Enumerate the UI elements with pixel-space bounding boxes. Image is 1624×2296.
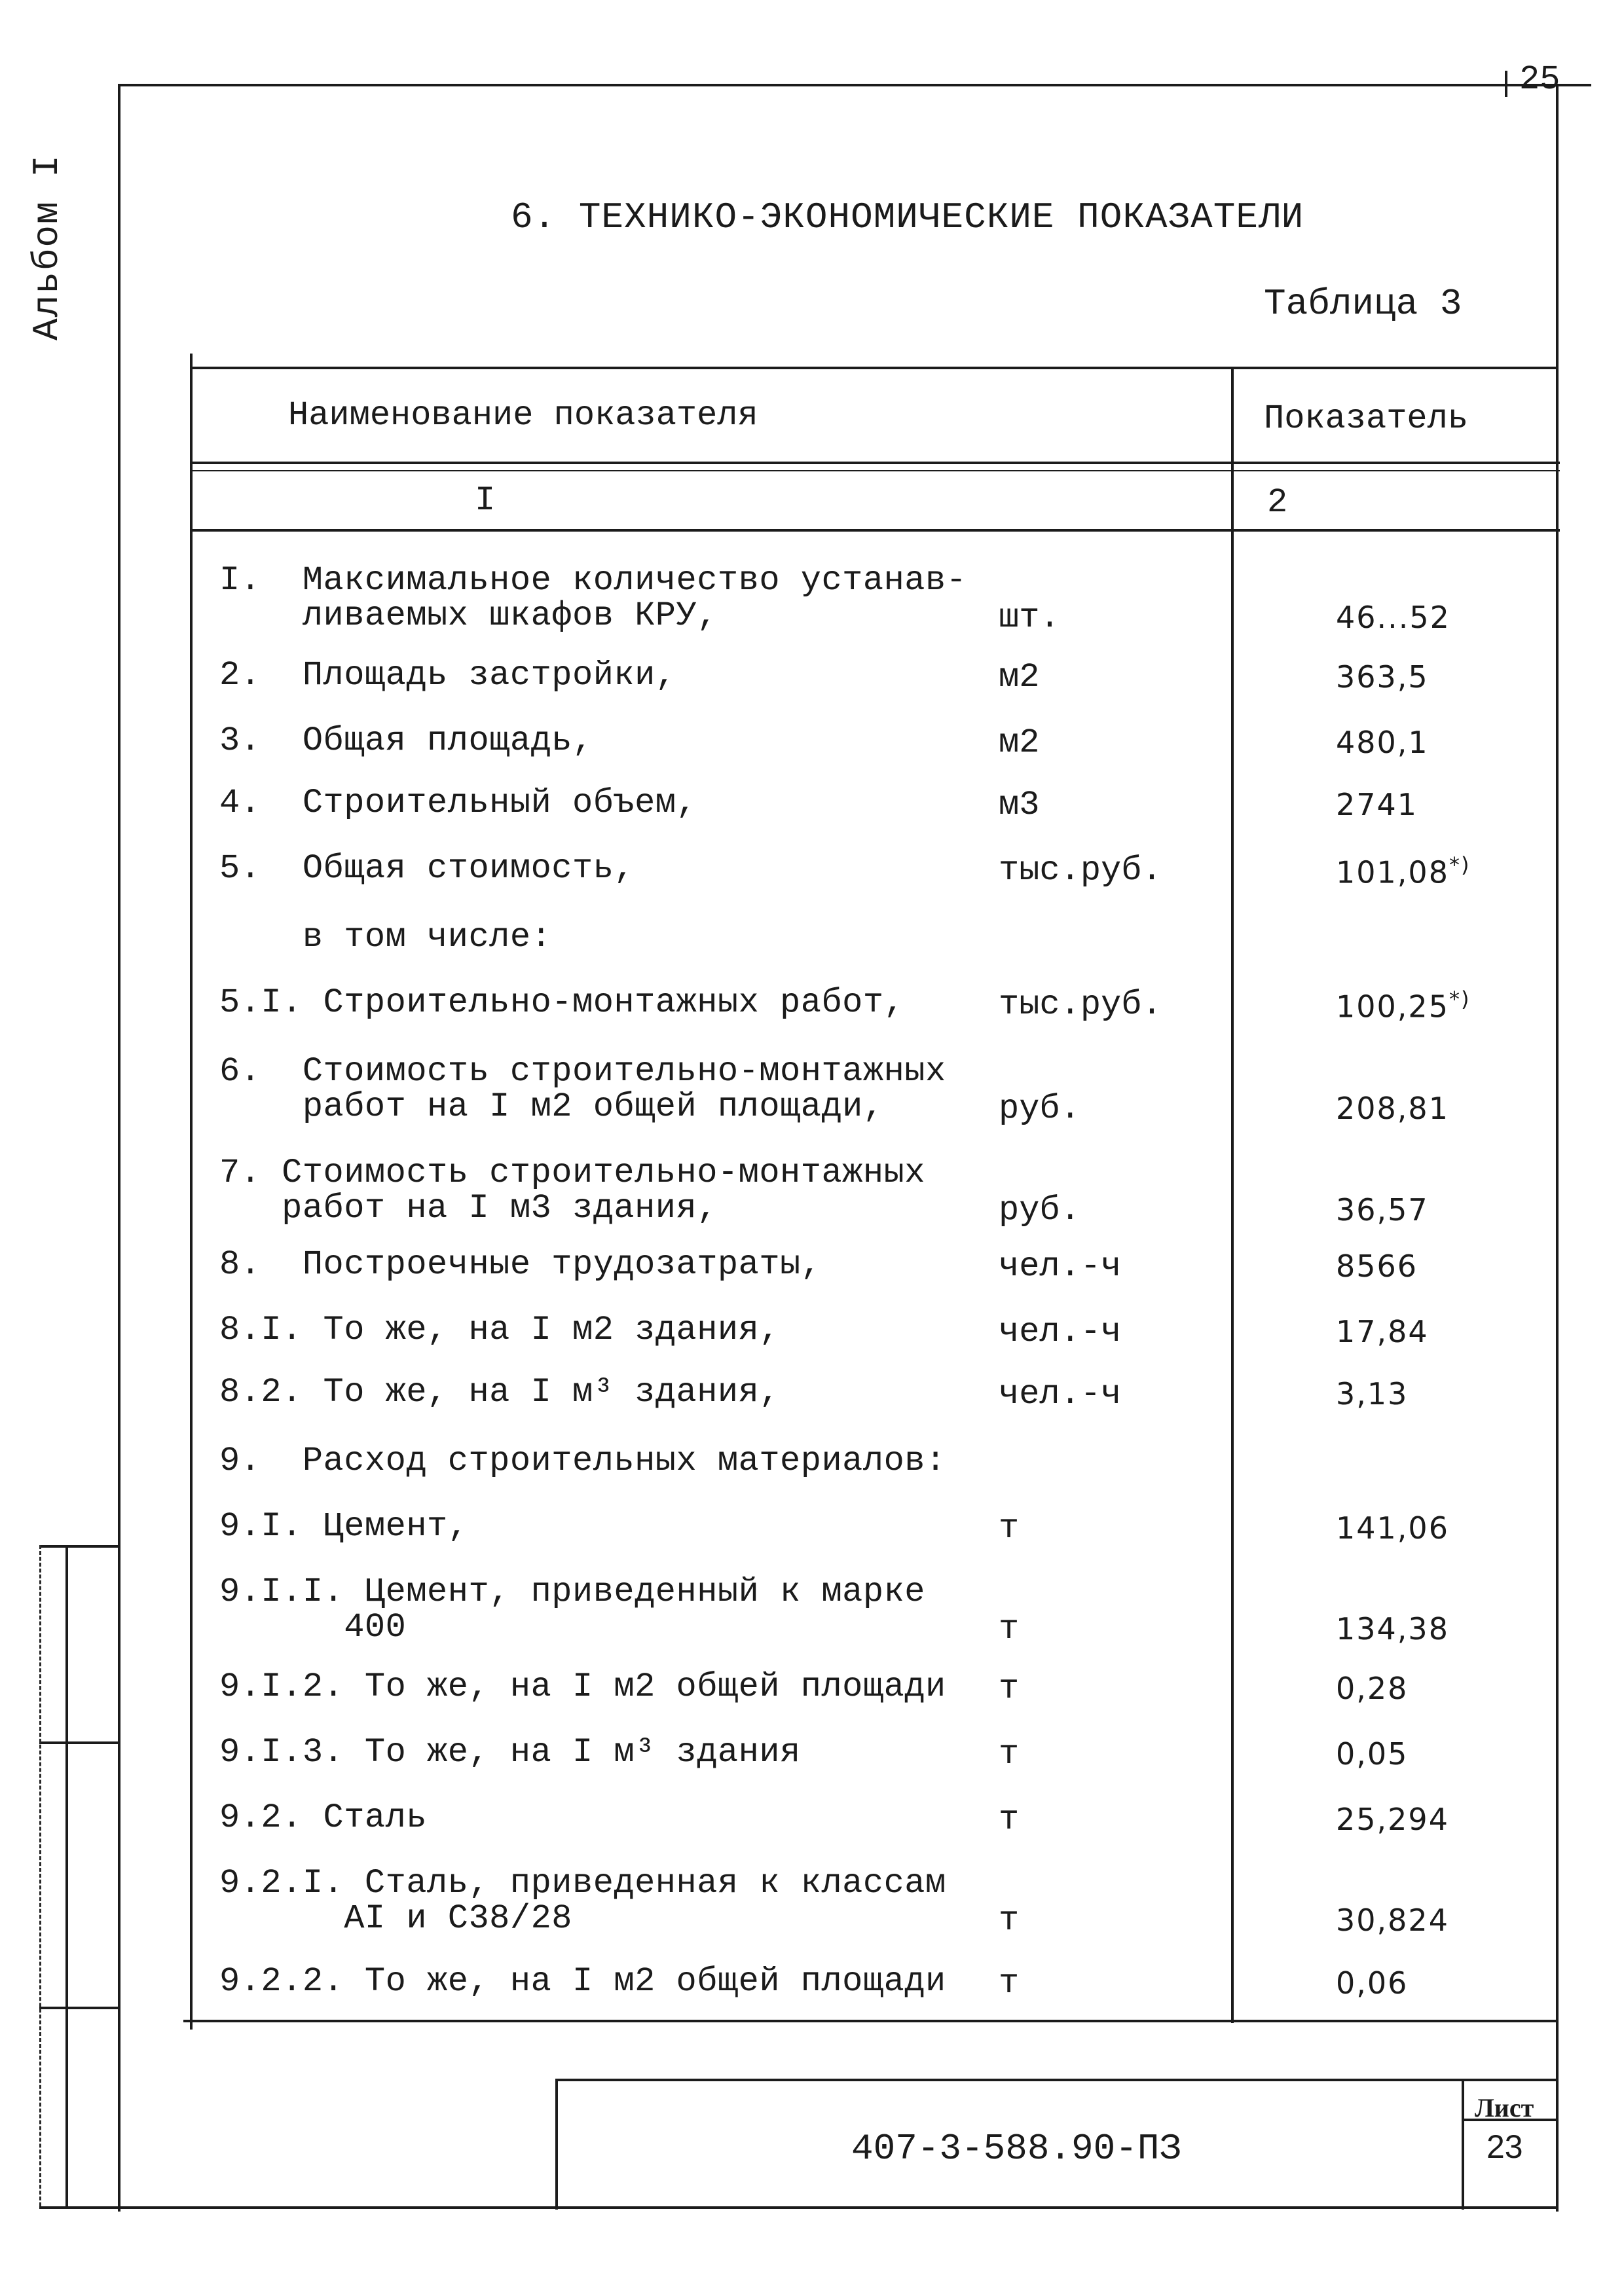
footnote-marker: *) xyxy=(1449,852,1471,877)
table-label: Таблица 3 xyxy=(1264,283,1462,325)
indicator-unit: чел.-ч xyxy=(999,1247,1122,1286)
indicator-value xyxy=(1336,1611,1449,1647)
stamp-sheet-value: 23 xyxy=(1486,2128,1523,2165)
indicator-value-number: 100,25 xyxy=(1336,989,1449,1025)
indicator-unit: т xyxy=(999,1735,1020,1774)
footnote-marker: *) xyxy=(1449,987,1471,1011)
indicator-unit: м2 xyxy=(999,723,1040,762)
indicator-name: 9.I.3. То же, на I м³ здания xyxy=(219,1733,801,1772)
indicator-unit: чел.-ч xyxy=(999,1375,1122,1413)
stamp-document-code: 407-3-588.90-ПЗ xyxy=(851,2128,1182,2170)
column-header-value: Показатель xyxy=(1264,399,1469,438)
indicator-value xyxy=(1336,852,1470,890)
table-column-divider xyxy=(1231,367,1234,2023)
indicator-value-number: 134,38 xyxy=(1336,1611,1449,1647)
indicator-value xyxy=(1336,787,1418,822)
indicator-value-number: 0,06 xyxy=(1336,1965,1409,2001)
indicator-name: 8.I. То же, на I м2 здания, xyxy=(219,1311,781,1349)
indicator-name: 5.I. Строительно-монтажных работ, xyxy=(219,983,905,1022)
indicator-value-number: 2741 xyxy=(1336,787,1418,822)
indicator-value xyxy=(1336,1314,1429,1349)
indicator-name: 9.I.I. Цемент, приведенный к марке 400 xyxy=(219,1573,925,1647)
indicator-name: 8.2. То же, на I м³ здания, xyxy=(219,1373,781,1412)
indicator-unit: т xyxy=(999,1509,1020,1548)
indicator-name: 4. Строительный объем, xyxy=(219,784,697,822)
indicator-unit: т xyxy=(999,1800,1020,1839)
side-stamp-line-1 xyxy=(39,1545,119,1548)
indicator-value-number: 363,5 xyxy=(1336,659,1429,695)
indicator-value xyxy=(1336,1965,1408,2001)
indicator-unit: т xyxy=(999,1669,1020,1708)
stamp-left-line xyxy=(555,2079,558,2210)
indicator-unit: т xyxy=(999,1901,1020,1940)
indicator-value-number: 480,1 xyxy=(1336,725,1429,760)
column-number-value: 2 xyxy=(1267,483,1288,522)
indicator-value xyxy=(1336,1671,1408,1706)
table-left-border xyxy=(190,354,193,2030)
indicator-value xyxy=(1336,600,1450,635)
indicator-value-number: 0,05 xyxy=(1336,1736,1409,1772)
indicator-value-number: 36,57 xyxy=(1336,1192,1429,1228)
indicator-value-number: 0,28 xyxy=(1336,1671,1409,1706)
table-top-line xyxy=(190,367,1559,369)
indicator-name: 8. Построечные трудозатраты, xyxy=(219,1245,822,1284)
frame-right-border xyxy=(1556,84,1559,2212)
indicator-unit: тыс.руб. xyxy=(999,851,1162,890)
indicator-unit: тыс.руб. xyxy=(999,985,1162,1024)
indicator-value-number: 141,06 xyxy=(1336,1510,1449,1546)
indicator-value xyxy=(1336,1248,1418,1284)
indicator-unit: руб. xyxy=(999,1089,1080,1128)
indicator-name: 9.2. Сталь xyxy=(219,1798,428,1837)
indicator-name: 9. Расход строительных материалов: xyxy=(219,1442,946,1480)
indicator-name: 7. Стоимость строительно-монтажных работ на I м3 здания, xyxy=(219,1154,925,1228)
stamp-sheet-label: Лист xyxy=(1475,2093,1534,2123)
sheet-number-tick xyxy=(1505,71,1507,97)
side-stamp-line-2 xyxy=(39,1741,119,1744)
indicator-name: 6. Стоимость строительно-монтажных работ на I м2 общей площади, xyxy=(219,1052,946,1126)
indicator-name: 9.I. Цемент, xyxy=(219,1507,469,1546)
indicator-value-number: 46...52 xyxy=(1336,600,1450,635)
frame-left-border xyxy=(118,84,120,2212)
stamp-sheet-divider xyxy=(1462,2079,1464,2210)
indicator-value-number: 17,84 xyxy=(1336,1314,1429,1349)
indicator-value-number: 8566 xyxy=(1336,1248,1418,1284)
header-separator-line xyxy=(191,462,1560,464)
side-stamp-vertical xyxy=(65,1545,68,2206)
side-stamp-line-3 xyxy=(39,2007,119,2009)
indicator-value-number: 25,294 xyxy=(1336,1802,1449,1837)
indicator-unit: чел.-ч xyxy=(999,1313,1122,1351)
side-stamp-dashed xyxy=(39,1545,41,2206)
indicator-unit: м2 xyxy=(999,658,1040,697)
indicator-value xyxy=(1336,987,1470,1024)
indicator-value xyxy=(1336,659,1429,695)
indicator-name: 9.2.I. Сталь, приведенная к классам АI и С38/28 xyxy=(219,1864,946,1938)
indicator-unit: т xyxy=(999,1964,1020,2003)
indicator-name: I. Максимальное количество устанав- ливаемых шкафов КРУ, xyxy=(219,561,967,635)
column-number-line xyxy=(191,470,1560,471)
indicator-value xyxy=(1336,1903,1449,1938)
frame-top-border xyxy=(118,84,1591,86)
indicator-value xyxy=(1336,725,1429,760)
indicator-value xyxy=(1336,1802,1449,1837)
indicator-value xyxy=(1336,1736,1408,1772)
indicator-name: 5. Общая стоимость, xyxy=(219,849,635,888)
indicator-value xyxy=(1336,1510,1449,1546)
sheet-number: 25 xyxy=(1519,60,1560,99)
column-number-name: I xyxy=(475,481,496,520)
column-number-bottom-line xyxy=(191,529,1560,532)
indicator-value-number: 30,824 xyxy=(1336,1903,1449,1938)
indicator-value-number: 208,81 xyxy=(1336,1091,1449,1126)
indicator-value xyxy=(1336,1376,1408,1412)
indicator-value-number: 3,13 xyxy=(1336,1376,1409,1412)
indicator-value xyxy=(1336,1192,1429,1228)
indicator-name: 3. Общая площадь, xyxy=(219,721,593,760)
indicator-value xyxy=(1336,1091,1449,1126)
table-bottom-line xyxy=(183,2020,1559,2022)
indicator-unit: м3 xyxy=(999,786,1040,824)
indicator-name: в том числе: xyxy=(219,918,552,957)
indicator-name: 9.I.2. То же, на I м2 общей площади xyxy=(219,1667,946,1706)
album-label: Альбом I xyxy=(26,154,68,340)
frame-bottom-line xyxy=(39,2206,1559,2209)
page-title: 6. ТЕХНИКО-ЭКОНОМИЧЕСКИЕ ПОКАЗАТЕЛИ xyxy=(511,196,1304,238)
indicator-name: 2. Площадь застройки, xyxy=(219,656,676,695)
indicator-unit: руб. xyxy=(999,1191,1080,1230)
column-header-name: Наименование показателя xyxy=(288,396,758,435)
stamp-top-line xyxy=(555,2079,1557,2081)
indicator-name: 9.2.2. То же, на I м2 общей площади xyxy=(219,1962,946,2001)
indicator-value-number: 101,08 xyxy=(1336,854,1449,890)
indicator-unit: т xyxy=(999,1610,1020,1649)
indicator-unit: шт. xyxy=(999,598,1060,637)
